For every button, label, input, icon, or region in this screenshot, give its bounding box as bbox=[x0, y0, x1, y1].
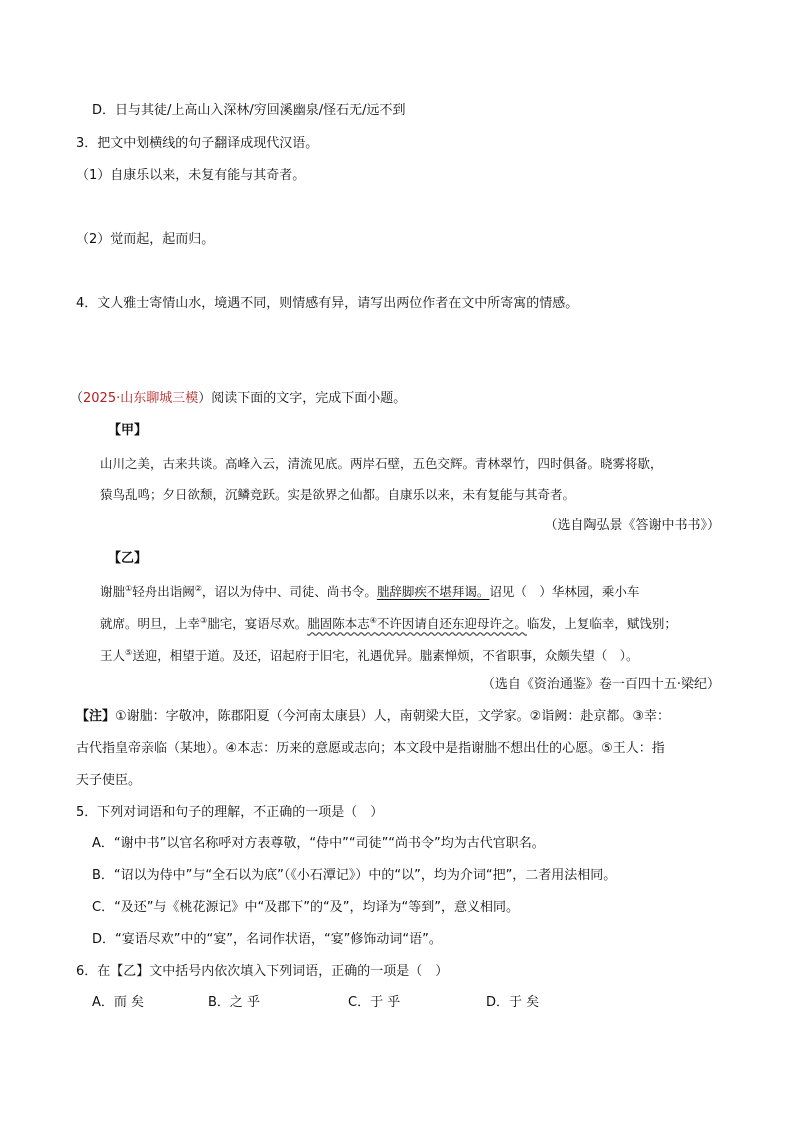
question-6: 6．在【乙】文中括号内依次填入下列词语，正确的一项是（ ） bbox=[76, 964, 449, 979]
yi3-text-a: 王人 bbox=[100, 648, 126, 664]
source-instruction: ）阅读下面的文字，完成下面小题。 bbox=[198, 391, 407, 406]
passage-yi-line-1 bbox=[100, 580, 639, 601]
passage-jia-line-2: 猿鸟乱鸣；夕日欲颓，沉鳞竞跃。实是欲界之仙都。自康乐以来，未有复能与其奇者。 bbox=[100, 487, 576, 502]
notes-line-3: 天子使臣。 bbox=[76, 773, 142, 788]
wavy-underlined-sentence bbox=[307, 616, 527, 631]
question-4: 4．文人雅士寄情山水，境遇不同，则情感有异，请写出两位作者在文中所寄寓的情感。 bbox=[76, 296, 579, 311]
yi1-text-c: ，诏以为侍中、司徒、尚书令。 bbox=[201, 584, 377, 600]
note-ref-5: ⑤ bbox=[125, 648, 133, 657]
yi2-text-a: 就席。明旦，上幸 bbox=[100, 616, 201, 632]
yi1-text-e: 诏见（ ）华林园，乘小车 bbox=[489, 584, 640, 600]
note-ref-1: ① bbox=[125, 584, 133, 593]
question-6-option-a: A．而 矣 bbox=[92, 995, 145, 1010]
yi1-text-b: 轻舟出诣阙 bbox=[132, 584, 195, 600]
source-tag: 2025·山东聊城三模 bbox=[83, 391, 199, 406]
question-6-option-c: C．于 乎 bbox=[348, 995, 401, 1010]
yi2-text-c: 朏固陈本志 bbox=[307, 616, 370, 632]
notes-line-2: 古代指皇帝亲临（某地）。④本志：历来的意愿或志向；本文段中是指谢朏不想出仕的心愿。⑤王人：指 bbox=[76, 741, 665, 756]
passage-yi-source: （选自《资治通鉴》卷一百四十五·梁纪） bbox=[481, 677, 720, 692]
question-6-option-b: B．之 乎 bbox=[208, 995, 261, 1010]
notes-text-1: ①谢朏：字敬冲，陈郡阳夏（今河南太康县）人，南朝梁大臣，文学家。②诣阙：赴京都。③幸： bbox=[115, 709, 670, 724]
notes-line-1 bbox=[76, 708, 670, 726]
yi2-text-b: 朏宅，宴语尽欢。 bbox=[207, 616, 308, 632]
yi3-text-b: 送迎，相望于道。及还，诏起府于旧宅，礼遇优异。朏素惮烦，不省职事，众颇失望（ ）。 bbox=[132, 648, 639, 664]
passage-yi-line-3 bbox=[100, 644, 638, 665]
underlined-sentence-1: 朏辞脚疾不堪拜谒。 bbox=[376, 584, 490, 600]
question-5-option-b: B．“诏以为侍中”与“全石以为底”（《小石潭记》）中的“以”，均为介词“把”，二者用法相同。 bbox=[92, 868, 617, 883]
passage-yi-heading: 【乙】 bbox=[108, 551, 148, 566]
question-3: 3．把文中划横线的句子翻译成现代汉语。 bbox=[76, 136, 319, 151]
question-5-option-a: A．“谢中书”以官名称呼对方表尊敬，“侍中”“司徒”“尚书令”均为古代官职名。 bbox=[92, 836, 545, 851]
notes-tag: 【注】 bbox=[76, 709, 116, 724]
passage-yi-line-2 bbox=[100, 612, 677, 633]
note-ref-2: ② bbox=[194, 584, 202, 593]
question-5-option-d: D．“宴语尽欢”中的“宴”，名词作状语，“宴”修饰动词“语”。 bbox=[92, 932, 442, 947]
passage-jia-heading: 【甲】 bbox=[108, 423, 148, 438]
note-ref-4: ④ bbox=[369, 616, 377, 625]
question-3-item-2: （2）觉而起，起而归。 bbox=[76, 232, 215, 247]
option-d-line: D．日与其徒/上高山入深林/穷回溪幽泉/怪石无/远不到 bbox=[92, 103, 406, 118]
note-ref-3: ③ bbox=[200, 616, 208, 625]
yi1-text-a: 谢朏 bbox=[100, 584, 126, 600]
passage-jia-line-1: 山川之美，古来共谈。高峰入云，清流见底。两岸石壁，五色交辉。青林翠竹，四时俱备。晓雾将歇， bbox=[100, 456, 663, 471]
yi2-text-d: 不许因请自还东迎母许之。 bbox=[376, 616, 527, 632]
source-open-paren: （ bbox=[70, 391, 84, 406]
question-5-option-c: C．“及还”与《桃花源记》中“及郡下”的“及”，均译为“等到”，意义相同。 bbox=[92, 900, 519, 915]
yi2-text-e: 临发，上复临幸，赋饯别； bbox=[526, 616, 677, 632]
question-3-item-1: （1）自康乐以来，未复有能与其奇者。 bbox=[76, 168, 306, 183]
passage-jia-source: （选自陶弘景《答谢中书书》） bbox=[544, 518, 720, 533]
passage-source-line bbox=[70, 390, 406, 408]
question-5: 5．下列对词语和句子的理解，不正确的一项是（ ） bbox=[76, 805, 384, 820]
question-6-option-d: D．于 矣 bbox=[486, 995, 540, 1010]
